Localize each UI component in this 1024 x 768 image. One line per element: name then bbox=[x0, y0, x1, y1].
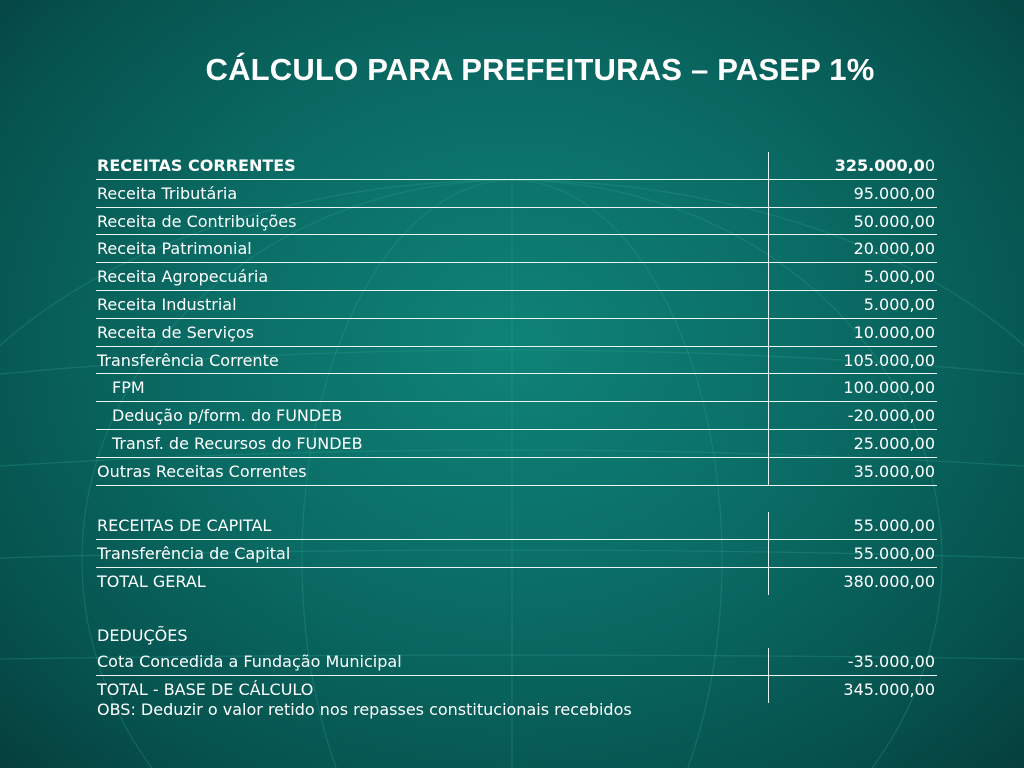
row-label: Receita Agropecuária bbox=[97, 267, 269, 287]
row-value: 100.000,00 bbox=[843, 378, 935, 398]
table-row bbox=[96, 540, 937, 568]
table-row bbox=[96, 402, 937, 430]
column-divider bbox=[768, 347, 769, 374]
column-divider bbox=[768, 235, 769, 262]
row-label: Receita de Contribuições bbox=[97, 211, 297, 231]
table-row bbox=[96, 291, 937, 319]
row-value-bold: 325.000,0 bbox=[834, 156, 925, 175]
row-label: Receita de Serviços bbox=[97, 322, 254, 342]
column-divider bbox=[768, 568, 769, 595]
row-value: 95.000,00 bbox=[853, 183, 935, 203]
row-label: Receita Tributária bbox=[97, 183, 238, 203]
table-row bbox=[96, 263, 937, 291]
column-divider bbox=[768, 291, 769, 318]
column-divider bbox=[768, 512, 769, 539]
row-label: Receita Patrimonial bbox=[97, 239, 252, 259]
row-value: 105.000,00 bbox=[843, 350, 935, 370]
column-divider bbox=[768, 676, 769, 703]
observation-note: OBS: Deduzir o valor retido nos repasses constitucionais recebidos bbox=[97, 700, 632, 719]
row-value-tail: 0 bbox=[924, 156, 935, 175]
column-divider bbox=[768, 458, 769, 485]
row-value: 55.000,00 bbox=[853, 544, 935, 564]
row-label: TOTAL - BASE DE CÁLCULO bbox=[97, 680, 314, 700]
table-row-receitas-correntes bbox=[96, 152, 937, 180]
row-label: RECEITAS CORRENTES bbox=[97, 156, 296, 175]
row-value: 10.000,00 bbox=[853, 322, 935, 342]
table-row bbox=[96, 374, 937, 402]
column-divider bbox=[768, 648, 769, 675]
table-row bbox=[96, 319, 937, 347]
spacer-row bbox=[96, 595, 937, 622]
column-divider bbox=[768, 402, 769, 429]
row-value: 20.000,00 bbox=[853, 239, 935, 259]
column-divider bbox=[768, 319, 769, 346]
row-label: RECEITAS DE CAPITAL bbox=[97, 516, 272, 536]
table-row bbox=[96, 458, 937, 486]
row-label: Receita Industrial bbox=[97, 294, 237, 314]
calculation-table bbox=[96, 152, 937, 703]
column-divider bbox=[768, 180, 769, 207]
table-row bbox=[96, 208, 937, 236]
column-divider bbox=[768, 208, 769, 235]
row-label: Dedução p/form. do FUNDEB bbox=[112, 406, 343, 426]
row-label: Transf. de Recursos do FUNDEB bbox=[112, 433, 363, 453]
row-label: DEDUÇÕES bbox=[97, 625, 188, 645]
row-label: Cota Concedida a Fundação Municipal bbox=[97, 652, 402, 672]
row-value bbox=[835, 153, 935, 179]
table-row bbox=[96, 347, 937, 375]
row-value: 380.000,00 bbox=[843, 571, 935, 591]
table-row bbox=[96, 180, 937, 208]
table-row bbox=[96, 648, 937, 676]
row-value: 5.000,00 bbox=[863, 294, 935, 314]
row-value: 345.000,00 bbox=[843, 680, 935, 700]
column-divider bbox=[768, 540, 769, 567]
table-row bbox=[96, 430, 937, 458]
row-label: FPM bbox=[112, 378, 145, 398]
table-row-total-geral bbox=[96, 568, 937, 595]
page-title: CÁLCULO PARA PREFEITURAS – PASEP 1% bbox=[205, 52, 875, 87]
table-row-deducoes-header bbox=[96, 622, 937, 649]
row-label: TOTAL GERAL bbox=[97, 571, 206, 591]
spacer-row bbox=[96, 486, 937, 513]
row-value: -35.000,00 bbox=[847, 652, 935, 672]
row-value: 25.000,00 bbox=[853, 433, 935, 453]
column-divider bbox=[768, 374, 769, 401]
row-value: -20.000,00 bbox=[847, 406, 935, 426]
row-value: 35.000,00 bbox=[853, 461, 935, 481]
row-label: Transferência Corrente bbox=[97, 350, 279, 370]
column-divider bbox=[768, 263, 769, 290]
row-value: 50.000,00 bbox=[853, 211, 935, 231]
row-value: 55.000,00 bbox=[853, 516, 935, 536]
column-divider bbox=[768, 152, 769, 179]
table-row bbox=[96, 512, 937, 540]
row-value: 5.000,00 bbox=[863, 267, 935, 287]
column-divider bbox=[768, 430, 769, 457]
table-row bbox=[96, 235, 937, 263]
row-label: Outras Receitas Correntes bbox=[97, 461, 307, 481]
row-label: Transferência de Capital bbox=[97, 544, 291, 564]
